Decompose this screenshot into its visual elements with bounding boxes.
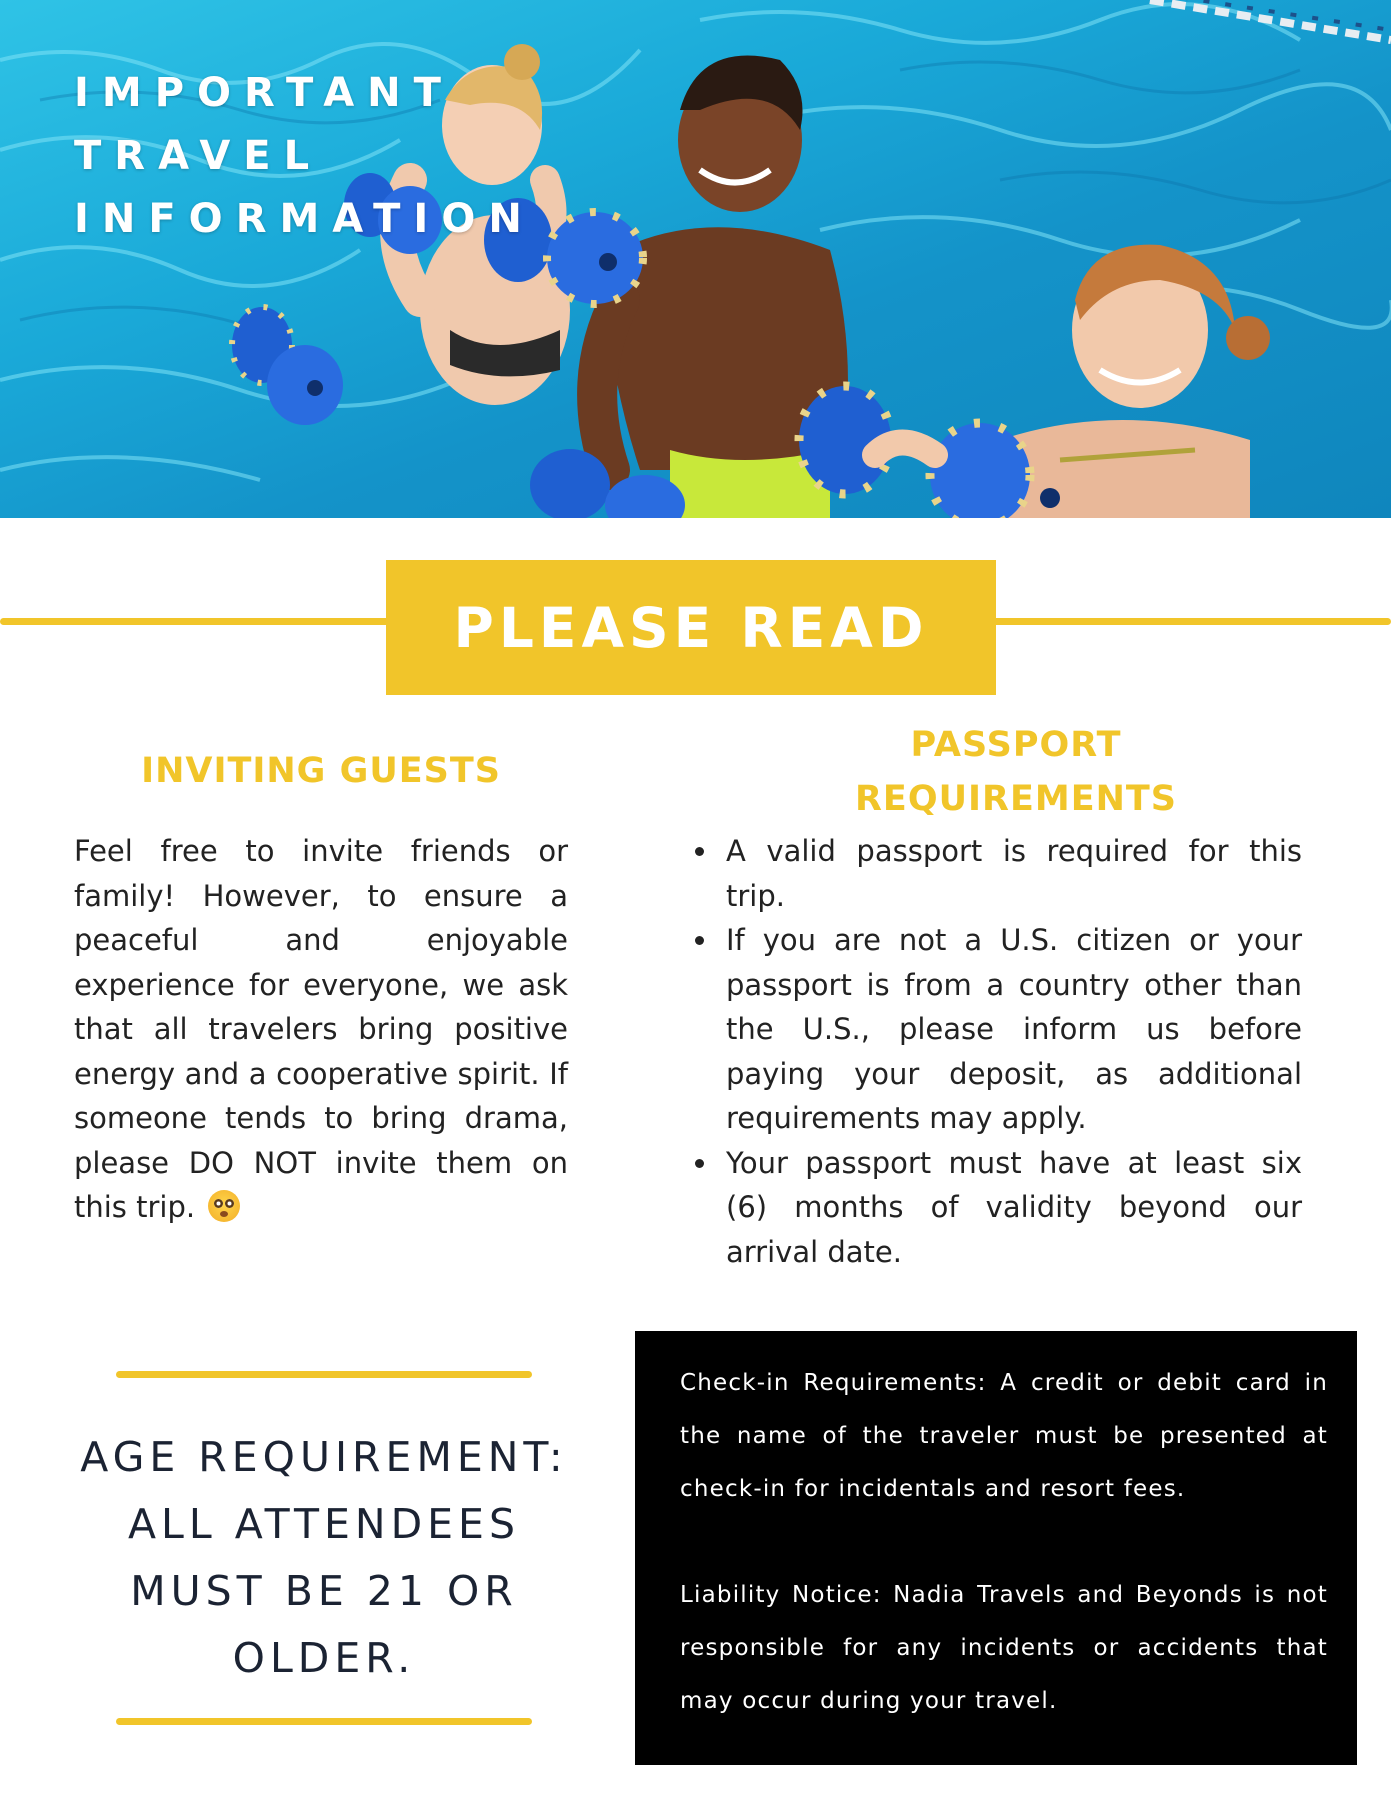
flushed-face-icon [208,1190,240,1222]
please-read-label: PLEASE READ [453,595,929,660]
list-item: Your passport must have at least six (6) months of validity beyond our arrival date. [700,1141,1302,1275]
hero-title-line-1: IMPORTANT [74,70,454,116]
list-item: If you are not a U.S. citizen or your passport is from a country other than the U.S., please inform us before paying your deposit, as additional requirements may apply. [700,918,1302,1141]
woman-right [1000,245,1270,518]
age-line-3: MUST BE 21 OR [130,1567,518,1615]
banner-rule-right [990,618,1391,625]
age-line-1: AGE REQUIREMENT: [80,1433,568,1481]
age-rule-top [116,1371,532,1378]
banner-rule-left [0,618,392,625]
inviting-guests-heading: INVITING GUESTS [141,751,501,791]
age-line-4: OLDER. [232,1634,416,1682]
notice-box [635,1331,1357,1765]
inviting-guests-text [74,829,568,1230]
hero-photo [0,0,1391,518]
check-in-requirements: Check-in Requirements: A credit or debit card in the name of the traveler must be presented at check-in for incidentals and resort fees. [680,1370,1328,1502]
age-rule-bottom [116,1718,532,1725]
hero-title-line-2: TRAVEL [74,133,323,179]
passport-heading-line-1: PASSPORT [910,725,1122,765]
liability-notice: Liability Notice: Nadia Travels and Beyonds is not responsible for any incidents or accidents that may occur during your travel. [680,1582,1328,1714]
hero-title [74,62,535,251]
list-item: A valid passport is required for this trip. [700,829,1302,918]
age-requirement [66,1424,582,1692]
please-read-banner [386,560,996,695]
hero-title-line-3: INFORMATION [74,196,535,242]
dumbbell-1 [232,307,343,425]
inviting-guests-body: Feel free to invite friends or family! However, to ensure a peaceful and enjoyable experience for everyone, we ask that all travelers bring positive energy and a cooperative spirit. If someone tends to bring drama, please DO NOT invite them on this trip. [74,834,568,1224]
passport-requirements-heading [760,718,1272,826]
passport-requirements-list [700,829,1302,1274]
passport-heading-line-2: REQUIREMENTS [854,779,1178,819]
age-line-2: ALL ATTENDEES [128,1500,520,1548]
dumbbell-5 [799,386,1060,518]
